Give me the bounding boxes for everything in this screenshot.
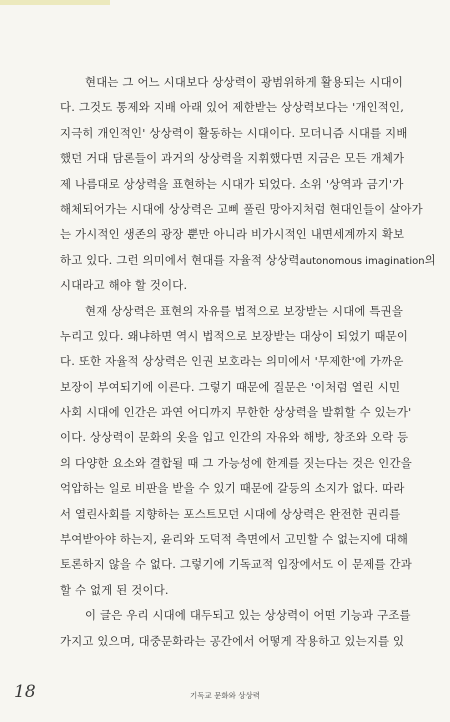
- paragraph-line: 현재 상상력은 표현의 자유를 법적으로 보장받는 시대에 특권을: [85, 303, 404, 318]
- paragraph-line: 누리고 있다. 왜냐하면 역시 법적으로 보장받는 대상이 되었기 때문이: [60, 328, 409, 343]
- paragraph-line: 지극히 개인적인' 상상력이 활동하는 시대이다. 모더니즘 시대를 지배: [60, 125, 408, 140]
- paragraph-line: 부여받아야 하는지, 윤리와 도덕적 측면에서 고민할 수 없는지에 대해: [60, 532, 409, 547]
- paragraph-line: 억압하는 일로 비판을 받을 수 있기 때문에 갈등의 소지가 없다. 따라: [60, 481, 405, 496]
- paragraph-line: 의 다양한 요소와 결합될 때 그 가능성에 한계를 짓는다는 것은 인간을: [60, 455, 412, 470]
- paragraph-line: 했던 거대 담론들이 과거의 상상력을 지휘했다면 지금은 모든 개체가: [60, 151, 405, 166]
- page-body: [60, 70, 436, 654]
- running-title: 기독교 문화와 상상력: [190, 691, 260, 700]
- paragraph-line: 이 글은 우리 시대에 대두되고 있는 상상력이 어떤 기능과 구조를: [85, 608, 411, 623]
- line-text: 하고 있다. 그런 의미에서 현대를 자율적 상상력: [60, 252, 300, 267]
- page-number: 18: [14, 682, 36, 702]
- line-suffix: 의: [424, 252, 436, 267]
- paragraph-line: 다. 그것도 통제와 지배 아래 있어 제한받는 상상력보다는 '개인적인,: [60, 100, 405, 115]
- paragraph-line: 보장이 부여되기에 이른다. 그렇기 때문에 질문은 '이처럼 열린 시민: [60, 379, 401, 394]
- paragraph-line: 서 열린사회를 지향하는 포스트모던 시대에 상상력은 완전한 권리를: [60, 506, 401, 521]
- paragraph-line-mixed: [60, 248, 436, 273]
- paragraph-1: [60, 70, 436, 299]
- top-highlight-mark: [0, 0, 110, 5]
- paragraph-line: 해체되어가는 시대에 상상력은 고삐 풀린 망아지처럼 현대인들이 살아가: [60, 201, 423, 216]
- paragraph-2: [60, 299, 412, 604]
- paragraph-line: 할 수 없게 된 것이다.: [60, 582, 169, 597]
- paragraph-line: 현대는 그 어느 시대보다 상상력이 광범위하게 활용되는 시대이: [85, 75, 404, 89]
- paragraph-line: 사회 시대에 인간은 과연 어디까지 무한한 상상력을 발휘할 수 있는가': [60, 405, 412, 420]
- page-footer: [0, 680, 450, 710]
- english-term: autonomous imagination: [299, 255, 425, 267]
- paragraph-line: 는 가시적인 생존의 광장 뿐만 아니라 비가시적인 내면세계까지 확보: [60, 227, 405, 242]
- paragraph-line: 가지고 있으며, 대중문화라는 공간에서 어떻게 작용하고 있는지를 있: [60, 633, 405, 648]
- paragraph-3: [60, 603, 411, 654]
- paragraph-line: 제 나름대로 상상력을 표현하는 시대가 되었다. 소위 '상역과 금기'가: [60, 176, 404, 191]
- paragraph-line: 다. 또한 자율적 상상력은 인권 보호라는 의미에서 '무제한'에 가까운: [60, 354, 404, 369]
- paragraph-line: 이다. 상상력이 문화의 옷을 입고 인간의 자유와 해방, 창조와 오락 등: [60, 430, 409, 445]
- paragraph-line: 시대라고 해야 할 것이다.: [60, 278, 188, 293]
- paragraph-line: 토론하지 않을 수 없다. 그렇기에 기독교적 입장에서도 이 문제를 간과: [60, 557, 412, 572]
